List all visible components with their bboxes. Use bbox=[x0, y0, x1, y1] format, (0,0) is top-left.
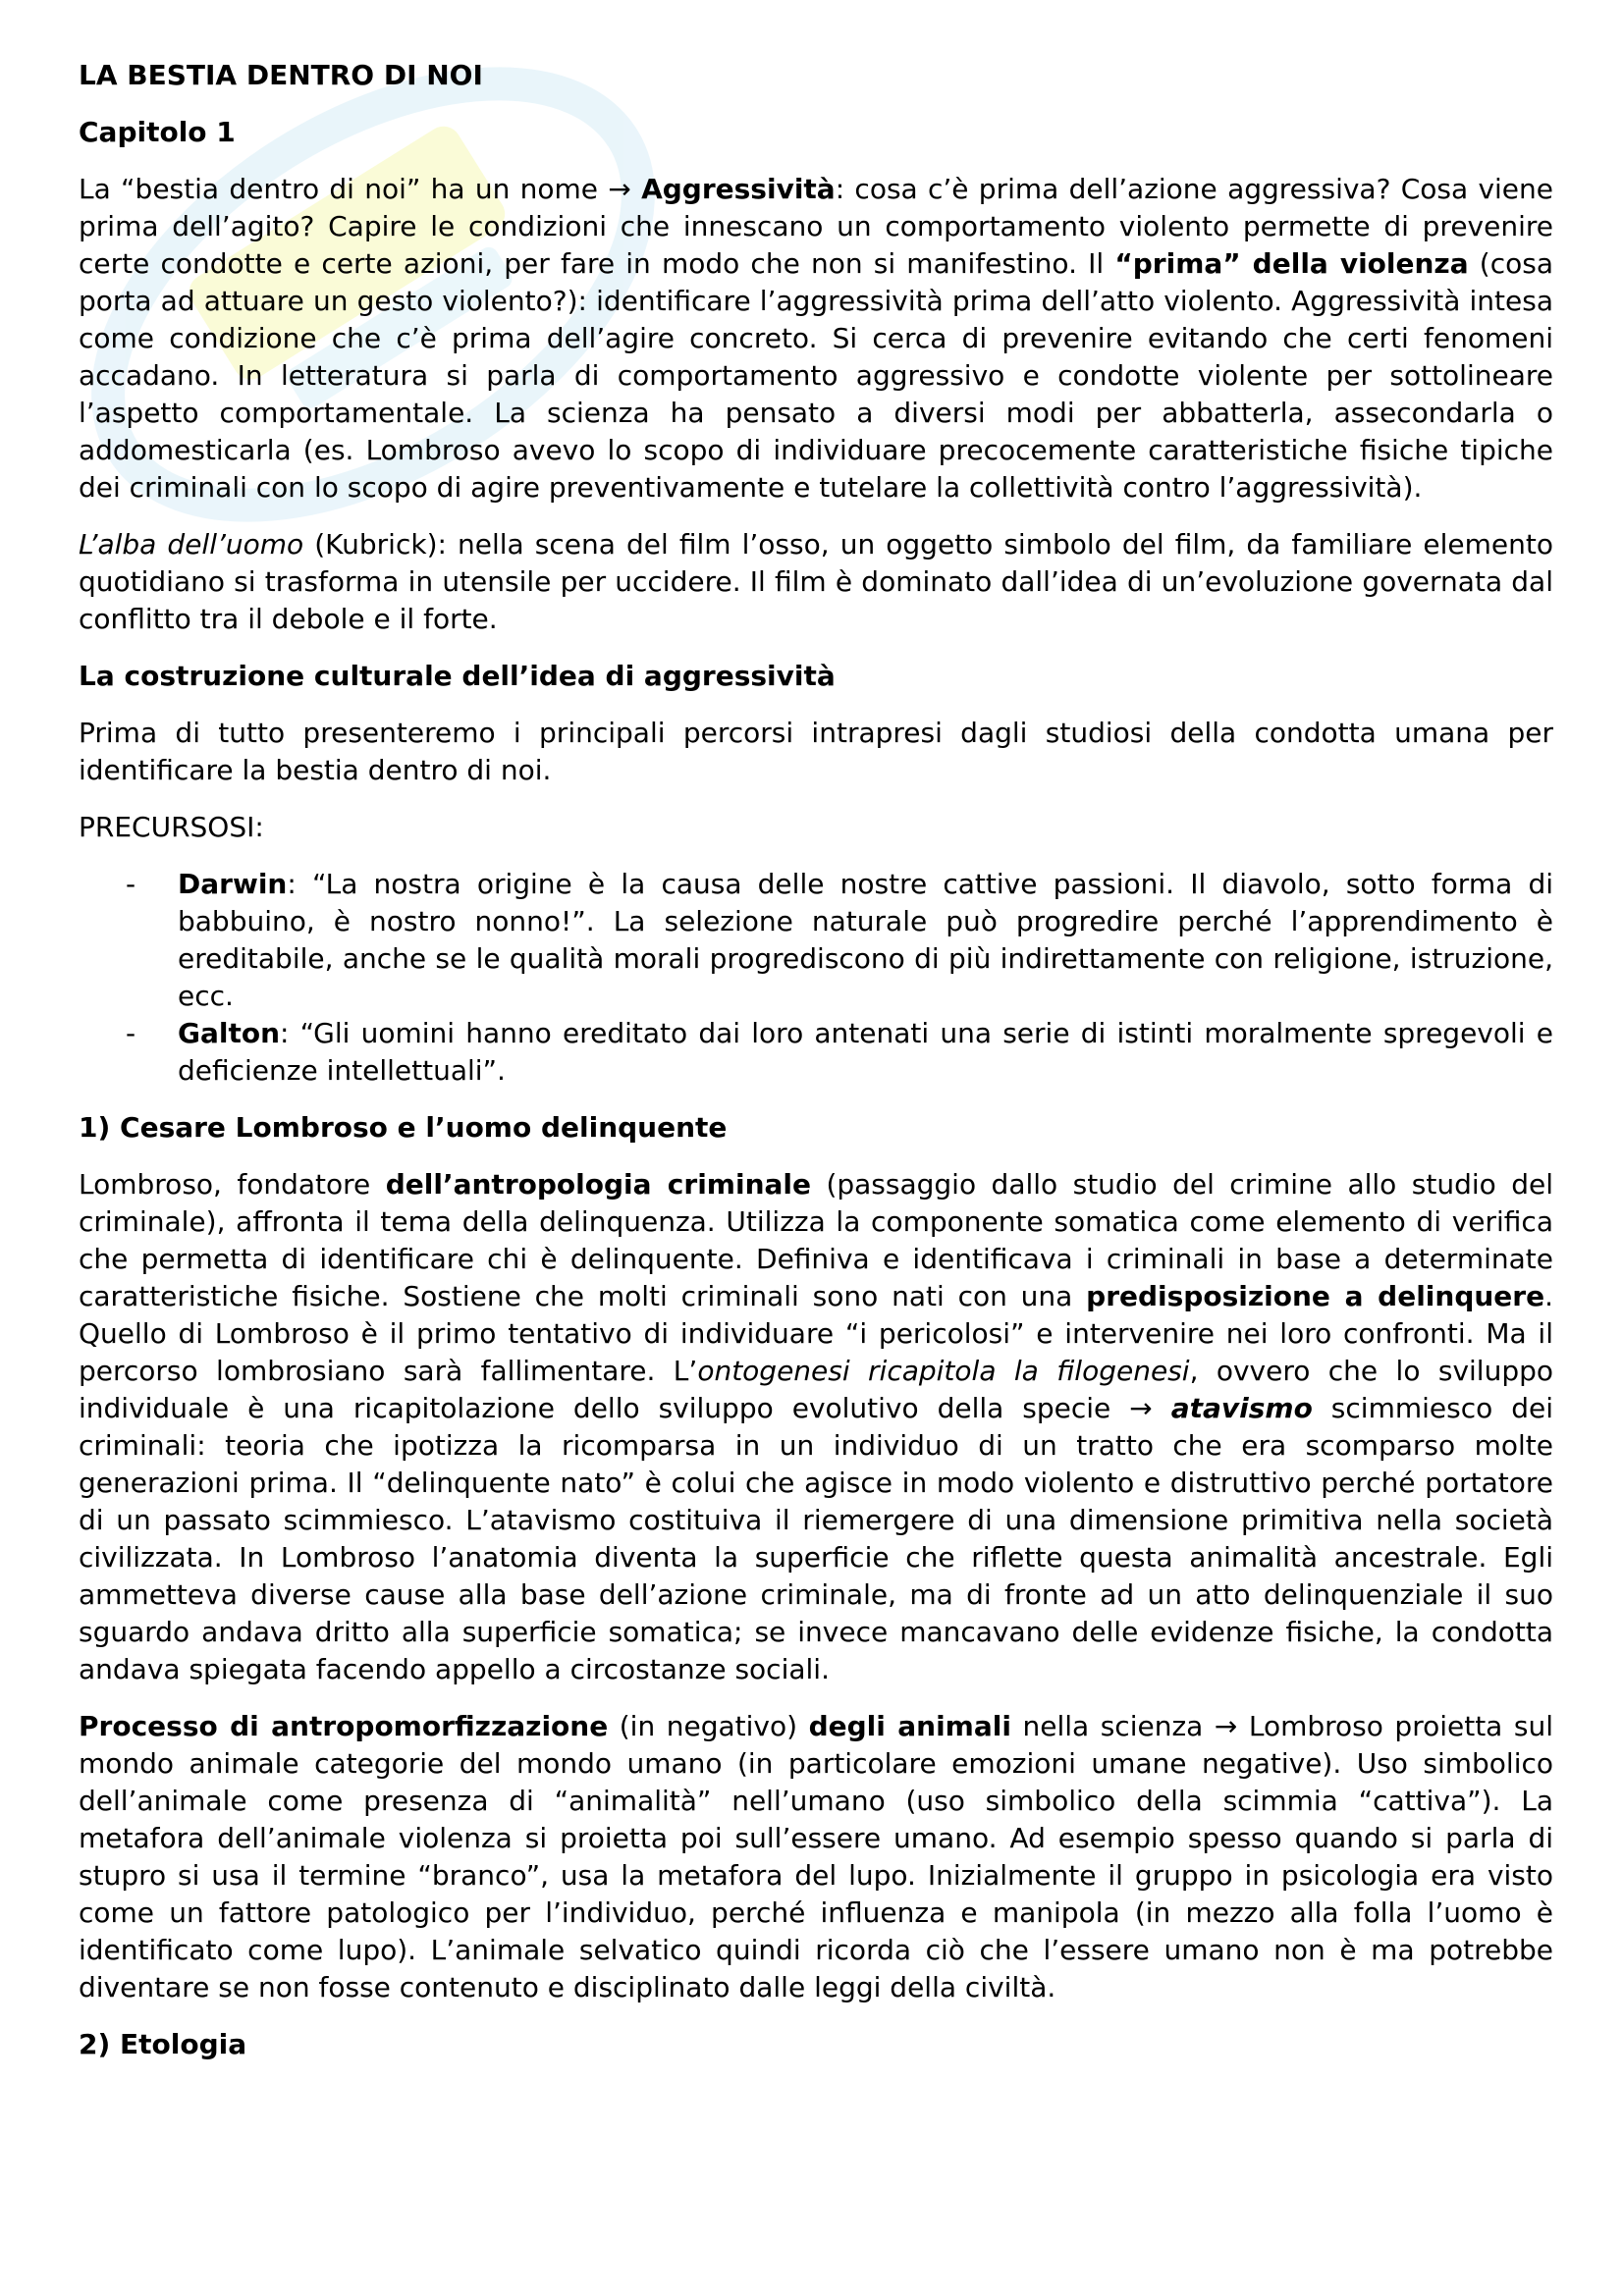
antropomorfizzazione-paragraph bbox=[79, 1708, 1553, 2006]
precursors-label: PRECURSOSI: bbox=[79, 811, 264, 843]
text-run: . Quello di Lombroso è il primo tentativo di individuare “i pericolosi” e intervenire nei loro confronti. Ma il percorso lombrosiano sarà fallimentare. L’ bbox=[79, 1280, 1553, 1387]
bullet-text: : “La nostra origine è la causa delle nostre cattive passioni. Il diavolo, sotto forma di babbuino, è nostro nonno!”. La selezione naturale può progredire perché l’apprendimento è ereditabile, anche se le qualità morali progrediscono di più indirettamente con religione, istruzione, ecc. bbox=[178, 868, 1553, 1012]
section-heading-costruzione: La costruzione culturale dell’idea di aggressività bbox=[79, 660, 836, 692]
text-run: (passaggio dallo studio del crimine allo studio del criminale), affronta il tema della delinquenza. Utilizza la componente somatica come elemento di verifica che permetta di identificare chi è delinquente. Definiva e identificava i criminali in base a determinate caratteristiche fisiche. Sostiene che molti criminali sono nati con una bbox=[79, 1168, 1553, 1312]
bullet-text: : “Gli uomini hanno ereditato dai loro antenati una serie di istinti moralmente spregevoli e deficienze intellettuali”. bbox=[178, 1017, 1553, 1087]
section1-paragraph: Prima di tutto presenteremo i principali percorsi intrapresi dagli studiosi della condotta umana per identificare la bestia dentro di noi. bbox=[79, 717, 1553, 786]
bold-term-aggressivita: Aggressività bbox=[641, 173, 836, 205]
precursors-list bbox=[79, 866, 1553, 1090]
text-run: nella scienza → Lombroso proietta sul mondo animale categorie del mondo umano (in particolare emozioni umane negative). Uso simbolico dell’animale come presenza di “animalità” nell’umano (uso simbolico della scimmia “cattiva”). La metafora dell’animale violenza si proietta poi sull’essere umano. Ad esempio spesso quando si parla di stupro si usa il termine “branco”, usa la metafora del lupo. Inizialmente il gruppo in psicologia era visto come un fattore patologico per l’individuo, perché influenza e manipola (in mezzo alla folla l’uomo è identificato come lupo). L’animale selvatico quindi ricorda ciò che l’essere umano non è ma potrebbe diventare se non fosse contenuto e disciplinato dalle leggi della civiltà. bbox=[79, 1710, 1553, 2003]
text-run: (cosa porta ad attuare un gesto violento?): identificare l’aggressività prima dell’atto violento. Aggressività intesa come condizione che c’è prima dell’agire concreto. Si cerca di prevenire evitando che certi fenomeni accadano. In letteratura si parla di comportamento aggressivo e condotte violente per sottolineare l’aspetto comportamentale. La scienza ha pensato a diversi modi per abbatterla, assecondarla o addomesticarla (es. Lombroso avevo lo scopo di individuare precocemente caratteristiche fisiche tipiche dei criminali con lo scopo di agire preventivamente e tutelare la collettività contro l’aggressività). bbox=[79, 247, 1553, 504]
text-run: (Kubrick): nella scena del film l’osso, un oggetto simbolo del film, da familiare elemento quotidiano si trasforma in utensile per uccidere. Il film è dominato dall’idea di un’evoluzione governata dal conflitto tra il debole e il forte. bbox=[79, 528, 1554, 635]
text-run: : cosa c’è prima dell’azione aggressiva? Cosa viene prima dell’agito? Capire le condizioni che innescano un comportamento violento permette di prevenire certe condotte e certe azioni, per fare in modo che non si manifestino. Il bbox=[79, 173, 1553, 280]
section-heading-etologia: 2) Etologia bbox=[79, 2028, 247, 2060]
list-item-darwin bbox=[79, 866, 1553, 1015]
text-run: Lombroso, fondatore bbox=[79, 1168, 386, 1201]
document-page bbox=[79, 57, 1553, 2083]
bold-term: predisposizione a delinquere bbox=[1086, 1280, 1545, 1312]
text-run: (in negativo) bbox=[608, 1710, 809, 1742]
bold-term: degli animali bbox=[808, 1710, 1011, 1742]
bold-term-prima-violenza: “prima” della violenza bbox=[1114, 247, 1469, 280]
bullet-name: Galton bbox=[178, 1017, 281, 1049]
document-title: LA BESTIA DENTRO DI NOI bbox=[79, 59, 483, 91]
chapter-heading: Capitolo 1 bbox=[79, 116, 236, 148]
bold-italic-term-atavismo: atavismo bbox=[1170, 1392, 1313, 1424]
text-run: , ovvero che lo sviluppo individuale è una ricapitolazione dello sviluppo evolutivo della specie → bbox=[79, 1355, 1553, 1424]
film-title: L’alba dell’uomo bbox=[79, 528, 304, 561]
bullet-name: Darwin bbox=[178, 868, 288, 900]
text-run: La “bestia dentro di noi” ha un nome → bbox=[79, 173, 642, 205]
intro-paragraph bbox=[79, 171, 1553, 507]
lombroso-paragraph bbox=[79, 1166, 1553, 1688]
bullet-dash: - bbox=[126, 1017, 136, 1049]
section-heading-lombroso: 1) Cesare Lombroso e l’uomo delinquente bbox=[79, 1111, 728, 1144]
bold-term: Processo di antropomorfizzazione bbox=[79, 1710, 609, 1742]
italic-term: ontogenesi ricapitola la filogenesi bbox=[697, 1355, 1190, 1387]
list-item-galton bbox=[79, 1015, 1553, 1090]
bullet-dash: - bbox=[126, 868, 136, 900]
film-paragraph bbox=[79, 526, 1553, 638]
bold-term: dell’antropologia criminale bbox=[385, 1168, 811, 1201]
text-run: scimmiesco dei criminali: teoria che ipotizza la ricomparsa in un individuo di un tratto che era scomparso molte generazioni prima. Il “delinquente nato” è colui che agisce in modo violento e distruttivo perché portatore di un passato scimmiesco. L’atavismo costituiva il riemergere di una dimensione primitiva nella società civilizzata. In Lombroso l’anatomia diventa la superficie che riflette questa animalità ancestrale. Egli ammetteva diverse cause alla base dell’azione criminale, ma di fronte ad un atto delinquenziale il suo sguardo andava dritto alla superficie somatica; se invece mancavano delle evidenze fisiche, la condotta andava spiegata facendo appello a circostanze sociali. bbox=[79, 1392, 1553, 1685]
